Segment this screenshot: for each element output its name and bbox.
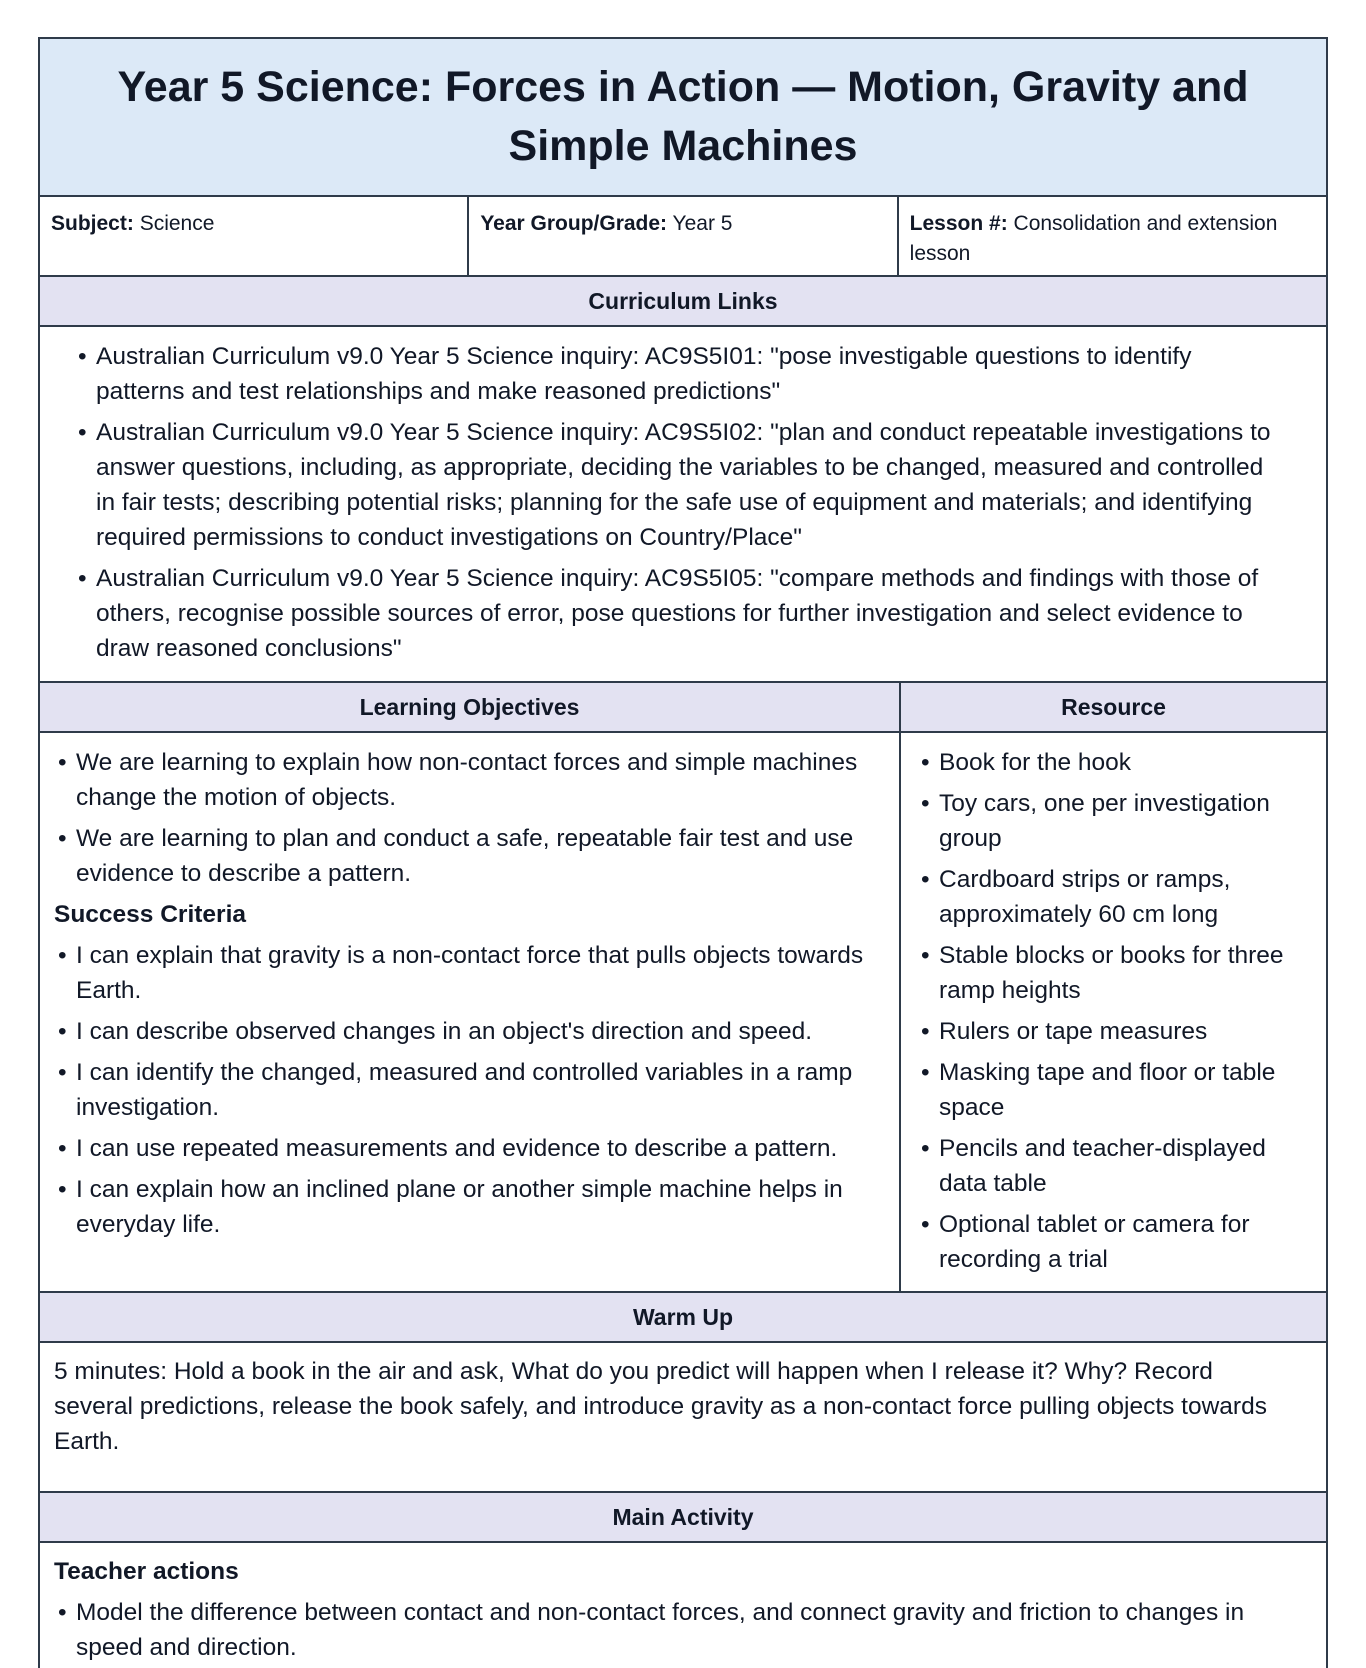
list-item: • Australian Curriculum v9.0 Year 5 Science inquiry: AC9S5I02: "plan and conduct repeatable investigations to answer questions, including, as appropriate, deciding the variables to be changed, measured and controlled in fair tests; describing potential risks; planning for the safe use of equipment and materials; and identifying required permissions to conduct investigations on Country/Place": [60, 415, 1286, 555]
resource-body: [901, 733, 1326, 1277]
warm-up-text: 5 minutes: Hold a book in the air and ask, What do you predict will happen when I release it? Why? Record several predictions, release the book safely, and introduce gravity as a non-contact force pulling objects towards Earth.: [40, 1343, 1326, 1493]
resource-heading: Resource: [901, 683, 1326, 733]
success-criteria-heading: Success Criteria: [54, 901, 247, 928]
success-criteria-list: [40, 938, 889, 1242]
main-activity-body: [40, 1543, 1326, 1665]
list-item: • Stable blocks or books for three ramp heights: [903, 938, 1316, 1008]
list-item: • I can explain how an inclined plane or another simple machine helps in everyday life.: [40, 1172, 889, 1242]
list-item: • Masking tape and floor or table space: [903, 1055, 1316, 1125]
list-item: • Australian Curriculum v9.0 Year 5 Science inquiry: AC9S5I01: "pose investigable questions to identify patterns and test relationships and make reasoned predictions": [60, 339, 1286, 409]
lesson-number-cell: [897, 197, 1326, 275]
list-item: • Pencils and teacher-displayed data table: [903, 1131, 1316, 1201]
teacher-actions-list: [40, 1595, 1286, 1665]
lesson-number-label: Lesson #:: [909, 212, 1008, 235]
subject-label: Subject:: [51, 212, 134, 235]
list-item: • We are learning to plan and conduct a safe, repeatable fair test and use evidence to describe a pattern.: [40, 821, 889, 891]
year-group-label: Year Group/Grade:: [480, 212, 668, 235]
list-item: • Rulers or tape measures: [903, 1014, 1316, 1049]
warm-up-heading: Warm Up: [40, 1293, 1326, 1343]
list-item: • I can use repeated measurements and evidence to describe a pattern.: [40, 1131, 889, 1166]
list-item: • I can explain that gravity is a non-contact force that pulls objects towards Earth.: [40, 938, 889, 1008]
lesson-plan-sheet: [38, 37, 1328, 1668]
list-item: • Book for the hook: [903, 745, 1316, 780]
main-activity-heading: Main Activity: [40, 1493, 1326, 1543]
year-group-value: Year 5: [672, 212, 733, 235]
teacher-actions-heading: Teacher actions: [54, 1558, 239, 1585]
subject-cell: [40, 197, 467, 275]
learning-objectives-heading: Learning Objectives: [40, 683, 899, 733]
curriculum-links-heading: Curriculum Links: [40, 277, 1326, 327]
resource-column: [901, 683, 1326, 1291]
list-item: • We are learning to explain how non-contact forces and simple machines change the motion of objects.: [40, 745, 889, 815]
objectives-list: [40, 745, 889, 891]
list-item: • Cardboard strips or ramps, approximately 60 cm long: [903, 862, 1316, 932]
lesson-number-value: Consolidation and extension lesson: [909, 212, 1278, 265]
list-item: • Optional tablet or camera for recording a trial: [903, 1207, 1316, 1277]
learning-objectives-body: [40, 733, 899, 1242]
curriculum-list: [60, 339, 1286, 666]
list-item: • Australian Curriculum v9.0 Year 5 Science inquiry: AC9S5I05: "compare methods and findings with those of others, recognise possible sources of error, pose questions for further investigation and select evidence to draw reasoned conclusions": [60, 561, 1286, 666]
subject-value: Science: [139, 212, 215, 235]
page-title: Year 5 Science: Forces in Action — Motion, Gravity and Simple Machines: [117, 63, 1249, 170]
list-item: • Toy cars, one per investigation group: [903, 786, 1316, 856]
list-item: • Model the difference between contact and non-contact forces, and connect gravity and friction to changes in speed and direction.: [40, 1595, 1286, 1665]
objectives-resources-row: [40, 683, 1326, 1293]
resource-list: [903, 745, 1316, 1277]
year-group-cell: [467, 197, 896, 275]
curriculum-links-body: [40, 327, 1326, 683]
lesson-meta-row: [40, 197, 1326, 277]
learning-objectives-column: [40, 683, 901, 1291]
title-banner: [40, 39, 1326, 197]
list-item: • I can identify the changed, measured and controlled variables in a ramp investigation.: [40, 1055, 889, 1125]
list-item: • I can describe observed changes in an object's direction and speed.: [40, 1014, 889, 1049]
